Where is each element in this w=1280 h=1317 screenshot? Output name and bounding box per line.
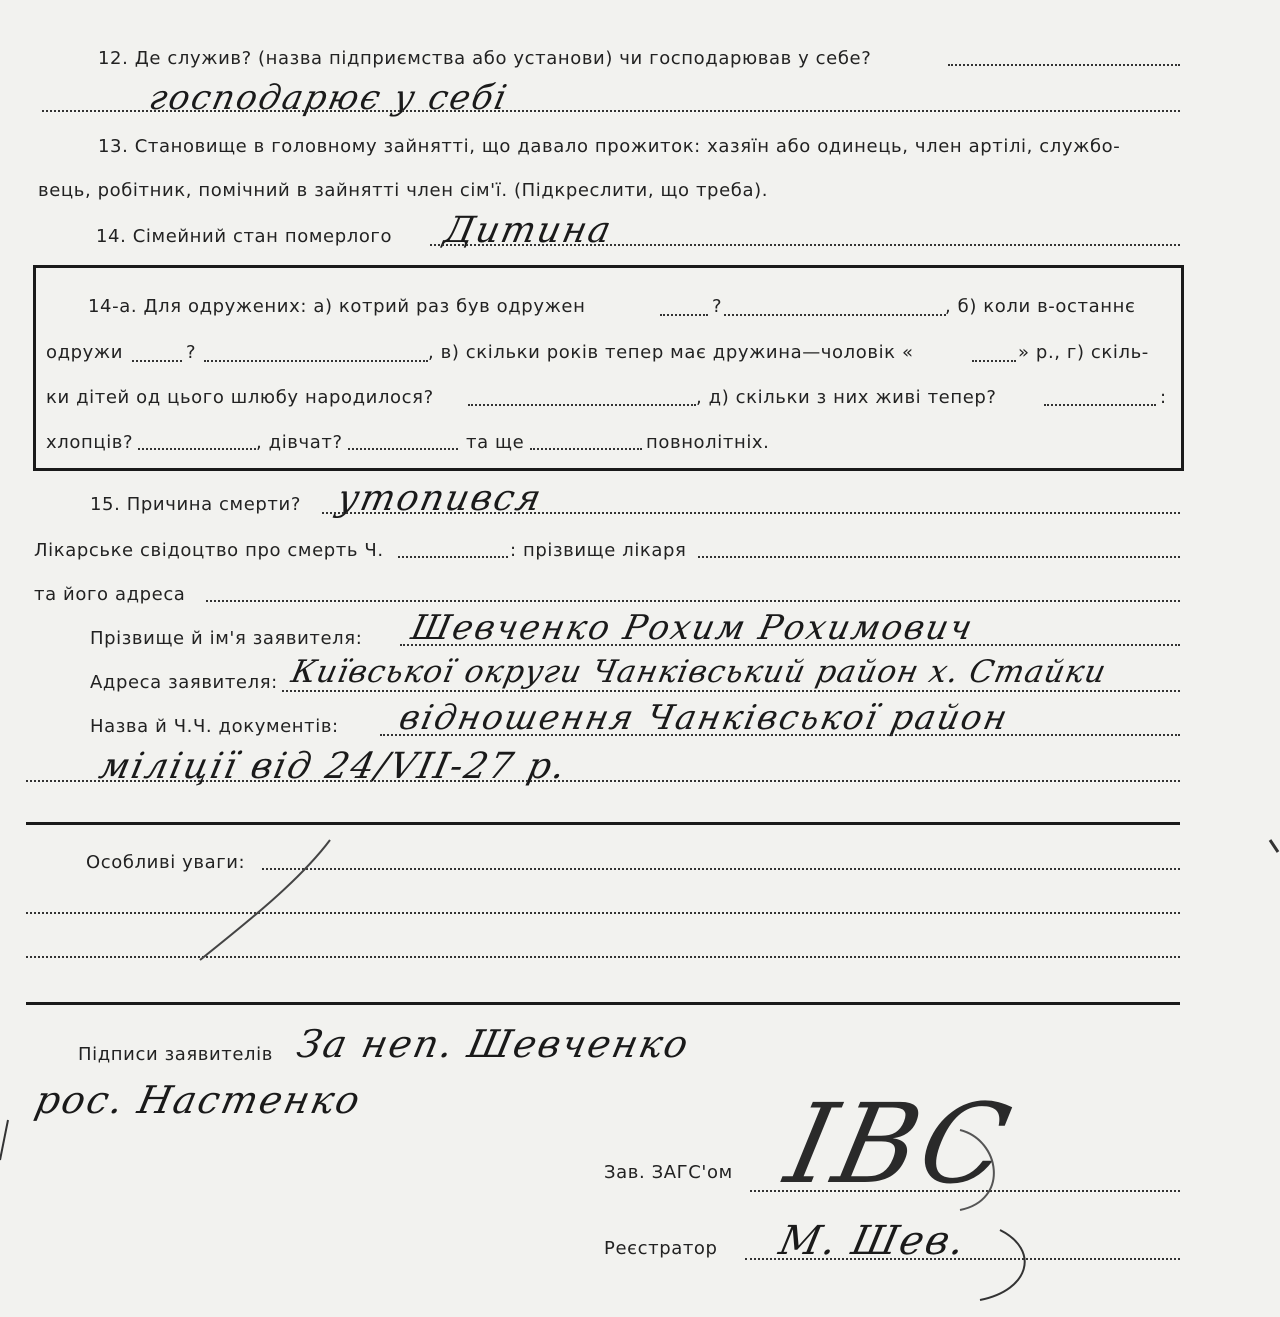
applicant-signature-handwritten-1: За неп. Шевченко (293, 1022, 694, 1066)
applicant-docs-line-2 (26, 780, 1180, 782)
q14a-girls-field (348, 448, 458, 450)
notes-line-2 (26, 912, 1180, 914)
applicant-docs-handwritten-2: міліції від 24/VII-27 р. (95, 746, 571, 787)
q15-address-field (206, 600, 1180, 602)
applicant-docs-label: Назва й Ч.Ч. документів: (90, 716, 339, 737)
edge-mark (1270, 840, 1278, 852)
q15-answer-line (322, 512, 1180, 514)
q14a-line1-a: 14-а. Для одружених: а) котрий раз був одружен (88, 296, 586, 317)
q14-answer-line (430, 244, 1180, 246)
q14a-line1-b: , б) коли в-останнє (945, 296, 1136, 317)
applicant-signature-label: Підписи заявителів (78, 1044, 273, 1065)
applicant-signature-handwritten-2: рос. Настенко (31, 1078, 366, 1122)
applicant-docs-handwritten-1: відношення Чанківської район (395, 698, 1013, 738)
q15-doctor-label: : прізвище лікаря (510, 540, 687, 561)
q14a-line2-b: , в) скільки років тепер має дружина—чоловік « (428, 342, 914, 363)
q14a-times-married-field-2 (724, 314, 946, 316)
q14a-line3-c: : (1160, 387, 1167, 408)
registrar-label: Реєстратор (604, 1238, 718, 1259)
notes-line-1 (262, 868, 1180, 870)
q14a-line4-d: повнолітніх. (646, 432, 770, 453)
applicant-name-label: Прізвище й ім'я заявителя: (90, 628, 363, 649)
section-divider-2 (26, 1002, 1180, 1005)
q14a-boys-field (138, 448, 256, 450)
q14a-line4-c: та ще (466, 432, 525, 453)
notes-line-3 (26, 956, 1180, 958)
margin-stroke (0, 1120, 8, 1160)
q14a-when-married-field-2 (204, 360, 428, 362)
applicant-address-line (282, 690, 1180, 692)
q14a-line2-a: одружи (46, 342, 124, 363)
q15-certificate-label: Лікарське свідоцтво про смерть Ч. (34, 540, 384, 561)
q14a-children-born-field (468, 404, 696, 406)
applicant-address-handwritten: Київської округи Чанківський район х. Стайки (288, 654, 1110, 690)
q14-label: 14. Сімейний стан померлого (96, 226, 393, 247)
q14-handwritten-answer: Дитина (440, 210, 617, 251)
q14a-children-alive-field (1044, 404, 1156, 406)
q15-handwritten-answer: утопився (333, 478, 547, 519)
head-of-registry-signature: ІВС (776, 1080, 1025, 1208)
applicant-address-label: Адреса заявителя: (90, 672, 278, 693)
applicant-name-line (400, 644, 1180, 646)
registrar-signature-flourish (980, 1230, 1025, 1300)
head-of-registry-label: Зав. ЗАГС'ом (604, 1162, 733, 1183)
notes-label: Особливі уваги: (86, 852, 246, 873)
q12-answer-line (42, 110, 1180, 112)
q14a-times-married-field (660, 314, 708, 316)
applicant-name-handwritten: Шевченко Рохим Рохимович (407, 608, 978, 648)
q15-label: 15. Причина смерти? (90, 494, 301, 515)
q12-dotted-line (948, 64, 1180, 66)
q14a-adults-field (530, 448, 642, 450)
registrar-signature: М. Шев. (775, 1218, 971, 1264)
q13-line1: 13. Становище в головному зайнятті, що давало прожиток: хазяїн або одинець, член артілі, службо- (98, 136, 1121, 157)
q15-certificate-number-field (398, 556, 508, 558)
q14a-line2-q: ? (186, 342, 197, 363)
q14a-line3-b: , д) скільки з них живі тепер? (696, 387, 997, 408)
q14a-spouse-age-field (972, 360, 1016, 362)
registrar-line (745, 1258, 1180, 1260)
q14a-line2-c: » р., г) скіль- (1018, 342, 1149, 363)
q14a-line1-q: ? (712, 296, 723, 317)
q14a-line4-b: , дівчат? (256, 432, 343, 453)
q12-handwritten-answer: господарює у себі (145, 78, 513, 118)
section-divider-1 (26, 822, 1180, 825)
q14a-line4-a: хлопців? (46, 432, 134, 453)
q12-label: 12. Де служив? (назва підприємства або установи) чи господарював у себе? (98, 48, 872, 69)
applicant-docs-line-1 (380, 734, 1180, 736)
head-of-registry-line (750, 1190, 1180, 1192)
q14a-line3-a: ки дітей од цього шлюбу народилося? (46, 387, 434, 408)
q13-line2: вець, робітник, помічний в зайнятті член сім'ї. (Підкреслити, що треба). (38, 180, 769, 201)
q14a-when-married-field (132, 360, 182, 362)
q15-address-label: та його адреса (34, 584, 186, 605)
q15-doctor-field (698, 556, 1180, 558)
